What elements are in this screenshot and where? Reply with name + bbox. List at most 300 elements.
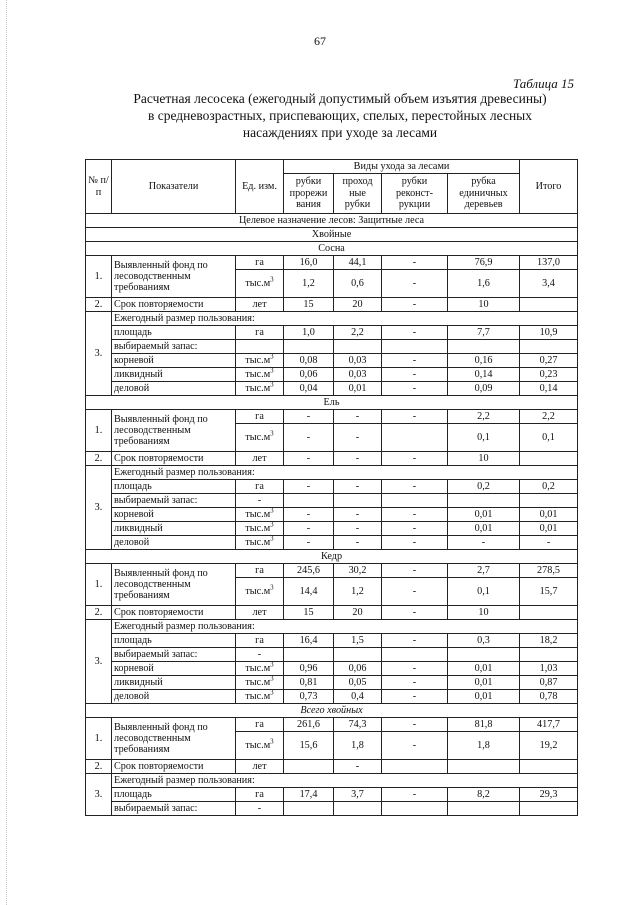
indicator-label: деловой: [112, 382, 236, 396]
table-row: [86, 312, 578, 326]
unit-superscript: 3: [270, 689, 274, 697]
indicator-label: Ежегодный размер пользования:: [112, 620, 578, 634]
unit-cell: лет: [236, 606, 284, 620]
unit-cell: [236, 508, 284, 522]
value-cell: [520, 340, 578, 354]
value-cell: [520, 802, 578, 816]
indicator-label: корневой: [112, 508, 236, 522]
page-number: 67: [314, 34, 326, 48]
unit-superscript: 3: [270, 275, 274, 284]
indicator-label: Срок повторяемости: [112, 606, 236, 620]
value-cell: [334, 802, 382, 816]
value-cell: 0,87: [520, 676, 578, 690]
value-cell: 417,7: [520, 718, 578, 732]
indicator-label: Срок повторяемости: [112, 298, 236, 312]
unit-superscript: 3: [270, 353, 274, 361]
section-title: Кедр: [86, 550, 578, 564]
section-row: [86, 550, 578, 564]
value-cell: -: [382, 564, 448, 578]
section-title: Ель: [86, 396, 578, 410]
col-header-single-tree: рубка единичных деревьев: [448, 174, 520, 214]
value-cell: 0,01: [334, 382, 382, 396]
unit-text: тыс.м: [245, 355, 271, 366]
unit-cell: [236, 354, 284, 368]
unit-cell: -: [236, 802, 284, 816]
value-cell: 0,23: [520, 368, 578, 382]
value-cell: 0,96: [284, 662, 334, 676]
value-cell: 0,09: [448, 382, 520, 396]
scan-margin-line: [6, 0, 8, 905]
value-cell: [284, 648, 334, 662]
table-row: [86, 788, 578, 802]
unit-superscript: 3: [270, 675, 274, 683]
unit-superscript: 3: [270, 661, 274, 669]
value-cell: 0,1: [520, 424, 578, 452]
value-cell: -: [284, 410, 334, 424]
unit-cell: лет: [236, 298, 284, 312]
value-cell: [520, 298, 578, 312]
value-cell: [382, 802, 448, 816]
value-cell: 2,2: [520, 410, 578, 424]
section-purpose: Целевое назначение лесов: Защитные леса: [86, 214, 578, 228]
unit-superscript: 3: [270, 521, 274, 529]
table-row: [86, 522, 578, 536]
unit-cell: [236, 690, 284, 704]
value-cell: 8,2: [448, 788, 520, 802]
row-number: 1.: [86, 410, 112, 452]
value-cell: -: [334, 536, 382, 550]
indicator-label: деловой: [112, 536, 236, 550]
value-cell: 0,03: [334, 354, 382, 368]
value-cell: 0,1: [448, 424, 520, 452]
section-row: [86, 704, 578, 718]
value-cell: 0,16: [448, 354, 520, 368]
value-cell: 0,08: [284, 354, 334, 368]
table-row: [86, 494, 578, 508]
indicator-label: площадь: [112, 480, 236, 494]
table-row: [86, 326, 578, 340]
row-number: 1.: [86, 256, 112, 298]
indicator-label: корневой: [112, 662, 236, 676]
table-row: [86, 564, 578, 578]
value-cell: 137,0: [520, 256, 578, 270]
value-cell: 1,0: [284, 326, 334, 340]
value-cell: 15,7: [520, 578, 578, 606]
col-header-thinning: рубки прорежи вания: [284, 174, 334, 214]
value-cell: 1,8: [334, 732, 382, 760]
unit-cell: га: [236, 256, 284, 270]
unit-text: тыс.м: [245, 537, 271, 548]
table-row: [86, 606, 578, 620]
value-cell: 15: [284, 298, 334, 312]
value-cell: -: [382, 452, 448, 466]
value-cell: 1,6: [448, 270, 520, 298]
value-cell: -: [382, 690, 448, 704]
value-cell: 1,03: [520, 662, 578, 676]
indicator-label: ликвидный: [112, 368, 236, 382]
value-cell: -: [334, 480, 382, 494]
value-cell: -: [382, 536, 448, 550]
value-cell: 0,73: [284, 690, 334, 704]
header-row: [86, 160, 578, 174]
unit-cell: лет: [236, 452, 284, 466]
value-cell: 29,3: [520, 788, 578, 802]
value-cell: 10: [448, 606, 520, 620]
value-cell: 0,01: [448, 508, 520, 522]
col-header-indicators: Показатели: [112, 160, 236, 214]
unit-cell: га: [236, 326, 284, 340]
unit-cell: [236, 340, 284, 354]
value-cell: -: [382, 298, 448, 312]
table-row: [86, 256, 578, 270]
unit-text: тыс.м: [245, 663, 271, 674]
table-body: [86, 214, 578, 816]
value-cell: -: [284, 452, 334, 466]
value-cell: 18,2: [520, 634, 578, 648]
value-cell: [382, 424, 448, 452]
value-cell: -: [284, 536, 334, 550]
allowable-cut-table: [85, 159, 578, 816]
unit-cell: [236, 382, 284, 396]
value-cell: [520, 648, 578, 662]
indicator-label: Срок повторяемости: [112, 452, 236, 466]
value-cell: [334, 648, 382, 662]
unit-cell: -: [236, 648, 284, 662]
table-row: [86, 634, 578, 648]
value-cell: -: [520, 536, 578, 550]
row-number: 2.: [86, 452, 112, 466]
unit-text: тыс.м: [245, 523, 271, 534]
value-cell: 0,03: [334, 368, 382, 382]
unit-superscript: 3: [270, 381, 274, 389]
row-number: 1.: [86, 564, 112, 606]
table-row: [86, 676, 578, 690]
unit-cell: [236, 732, 284, 760]
indicator-label: Выявленный фонд по лесоводственным требованиям: [112, 718, 236, 760]
table-row: [86, 466, 578, 480]
value-cell: -: [382, 508, 448, 522]
value-cell: 0,01: [520, 522, 578, 536]
unit-superscript: 3: [270, 367, 274, 375]
value-cell: -: [382, 410, 448, 424]
value-cell: 0,01: [448, 522, 520, 536]
value-cell: -: [382, 256, 448, 270]
unit-cell: га: [236, 718, 284, 732]
value-cell: [382, 760, 448, 774]
unit-cell: [236, 578, 284, 606]
value-cell: 0,4: [334, 690, 382, 704]
value-cell: 20: [334, 298, 382, 312]
value-cell: [520, 494, 578, 508]
indicator-label: Ежегодный размер пользования:: [112, 312, 578, 326]
unit-superscript: 3: [270, 507, 274, 515]
table-row: [86, 648, 578, 662]
value-cell: [448, 494, 520, 508]
value-cell: 14,4: [284, 578, 334, 606]
unit-cell: [236, 536, 284, 550]
value-cell: [284, 494, 334, 508]
value-cell: -: [382, 788, 448, 802]
unit-text: тыс.м: [245, 740, 271, 751]
value-cell: 0,81: [284, 676, 334, 690]
value-cell: -: [334, 452, 382, 466]
col-header-reconstruction: рубки реконст- рукции: [382, 174, 448, 214]
row-number: 3.: [86, 620, 112, 704]
table-row: [86, 536, 578, 550]
value-cell: 15,6: [284, 732, 334, 760]
section-row: [86, 228, 578, 242]
value-cell: -: [382, 634, 448, 648]
table-row: [86, 620, 578, 634]
value-cell: -: [334, 522, 382, 536]
value-cell: -: [284, 508, 334, 522]
value-cell: 10,9: [520, 326, 578, 340]
unit-cell: [236, 270, 284, 298]
col-header-unit: Ед. изм.: [236, 160, 284, 214]
value-cell: 0,27: [520, 354, 578, 368]
value-cell: -: [382, 368, 448, 382]
value-cell: 2,2: [448, 410, 520, 424]
value-cell: 10: [448, 452, 520, 466]
value-cell: 0,1: [448, 578, 520, 606]
table-row: [86, 368, 578, 382]
value-cell: 16,0: [284, 256, 334, 270]
unit-text: тыс.м: [245, 369, 271, 380]
value-cell: -: [382, 270, 448, 298]
section-row: [86, 396, 578, 410]
value-cell: 278,5: [520, 564, 578, 578]
value-cell: -: [382, 382, 448, 396]
value-cell: 0,05: [334, 676, 382, 690]
value-cell: -: [382, 578, 448, 606]
value-cell: 261,6: [284, 718, 334, 732]
value-cell: -: [334, 760, 382, 774]
indicator-label: Выявленный фонд по лесоводственным требованиям: [112, 564, 236, 606]
table-row: [86, 410, 578, 424]
table-row: [86, 802, 578, 816]
unit-superscript: 3: [270, 583, 274, 592]
section-title: Всего хвойных: [86, 704, 578, 718]
unit-cell: га: [236, 564, 284, 578]
table-row: [86, 760, 578, 774]
unit-cell: га: [236, 480, 284, 494]
indicator-label: выбираемый запас:: [112, 494, 236, 508]
indicator-label: площадь: [112, 788, 236, 802]
value-cell: 0,01: [520, 508, 578, 522]
indicator-label: Выявленный фонд по лесоводственным требованиям: [112, 256, 236, 298]
value-cell: -: [284, 522, 334, 536]
value-cell: [448, 648, 520, 662]
value-cell: 1,5: [334, 634, 382, 648]
value-cell: [448, 340, 520, 354]
value-cell: 0,06: [284, 368, 334, 382]
value-cell: 1,2: [334, 578, 382, 606]
unit-cell: га: [236, 634, 284, 648]
value-cell: 245,6: [284, 564, 334, 578]
value-cell: [334, 494, 382, 508]
table-row: [86, 662, 578, 676]
value-cell: [284, 760, 334, 774]
value-cell: -: [448, 536, 520, 550]
value-cell: 10: [448, 298, 520, 312]
indicator-label: ликвидный: [112, 676, 236, 690]
value-cell: 0,14: [448, 368, 520, 382]
table-row: [86, 508, 578, 522]
unit-text: тыс.м: [245, 383, 271, 394]
document-title: [100, 90, 580, 141]
value-cell: -: [382, 354, 448, 368]
value-cell: -: [284, 480, 334, 494]
unit-superscript: 3: [270, 737, 274, 746]
value-cell: -: [382, 676, 448, 690]
indicator-label: ликвидный: [112, 522, 236, 536]
value-cell: 0,01: [448, 662, 520, 676]
section-row: [86, 242, 578, 256]
table-row: [86, 690, 578, 704]
title-line: в средневозрастных, приспевающих, спелых, перестойных лесных: [147, 108, 532, 123]
indicator-label: Ежегодный размер пользования:: [112, 774, 578, 788]
indicator-label: деловой: [112, 690, 236, 704]
value-cell: -: [382, 662, 448, 676]
value-cell: [448, 802, 520, 816]
value-cell: 0,3: [448, 634, 520, 648]
value-cell: 76,9: [448, 256, 520, 270]
value-cell: 1,8: [448, 732, 520, 760]
indicator-label: выбираемый запас:: [112, 802, 236, 816]
value-cell: 30,2: [334, 564, 382, 578]
table-row: [86, 382, 578, 396]
value-cell: 15: [284, 606, 334, 620]
row-number: 3.: [86, 774, 112, 816]
row-number: 3.: [86, 466, 112, 550]
value-cell: 0,06: [334, 662, 382, 676]
table-row: [86, 354, 578, 368]
value-cell: 44,1: [334, 256, 382, 270]
indicator-label: площадь: [112, 634, 236, 648]
value-cell: -: [284, 424, 334, 452]
unit-cell: [236, 662, 284, 676]
value-cell: -: [382, 606, 448, 620]
indicator-label: корневой: [112, 354, 236, 368]
value-cell: 0,14: [520, 382, 578, 396]
unit-cell: га: [236, 410, 284, 424]
indicator-label: выбираемый запас:: [112, 648, 236, 662]
value-cell: 16,4: [284, 634, 334, 648]
unit-cell: [236, 368, 284, 382]
value-cell: [520, 606, 578, 620]
unit-cell: га: [236, 788, 284, 802]
section-row: [86, 214, 578, 228]
value-cell: [448, 760, 520, 774]
value-cell: [334, 340, 382, 354]
section-group: Хвойные: [86, 228, 578, 242]
value-cell: 0,01: [448, 690, 520, 704]
value-cell: 0,04: [284, 382, 334, 396]
value-cell: 81,8: [448, 718, 520, 732]
value-cell: [382, 494, 448, 508]
value-cell: -: [334, 410, 382, 424]
unit-text: тыс.м: [245, 278, 271, 289]
unit-text: тыс.м: [245, 691, 271, 702]
unit-text: тыс.м: [245, 677, 271, 688]
value-cell: 3,7: [334, 788, 382, 802]
value-cell: 17,4: [284, 788, 334, 802]
table-label: Таблица 15: [512, 76, 574, 91]
col-header-passage: проход ные рубки: [334, 174, 382, 214]
value-cell: 1,2: [284, 270, 334, 298]
table-row: [86, 340, 578, 354]
title-line: насаждениях при уходе за лесами: [242, 125, 438, 140]
value-cell: 7,7: [448, 326, 520, 340]
value-cell: [520, 760, 578, 774]
unit-cell: -: [236, 494, 284, 508]
row-number: 2.: [86, 760, 112, 774]
indicator-label: Выявленный фонд по лесоводственным требованиям: [112, 410, 236, 452]
value-cell: 74,3: [334, 718, 382, 732]
value-cell: -: [382, 326, 448, 340]
value-cell: 0,2: [448, 480, 520, 494]
col-header-total: Итого: [520, 160, 578, 214]
value-cell: 20: [334, 606, 382, 620]
unit-text: тыс.м: [245, 586, 271, 597]
value-cell: [284, 802, 334, 816]
value-cell: -: [382, 522, 448, 536]
indicator-label: Ежегодный размер пользования:: [112, 466, 578, 480]
unit-text: тыс.м: [245, 432, 271, 443]
unit-cell: [236, 522, 284, 536]
value-cell: 0,6: [334, 270, 382, 298]
value-cell: -: [334, 424, 382, 452]
value-cell: [382, 648, 448, 662]
unit-cell: [236, 424, 284, 452]
value-cell: 0,2: [520, 480, 578, 494]
indicator-label: выбираемый запас:: [112, 340, 236, 354]
unit-text: тыс.м: [245, 509, 271, 520]
section-title: Сосна: [86, 242, 578, 256]
value-cell: 0,78: [520, 690, 578, 704]
value-cell: 19,2: [520, 732, 578, 760]
value-cell: 2,2: [334, 326, 382, 340]
indicator-label: Срок повторяемости: [112, 760, 236, 774]
table-row: [86, 718, 578, 732]
value-cell: 2,7: [448, 564, 520, 578]
row-number: 2.: [86, 298, 112, 312]
row-number: 2.: [86, 606, 112, 620]
value-cell: [284, 340, 334, 354]
table-row: [86, 480, 578, 494]
unit-cell: лет: [236, 760, 284, 774]
col-header-care-types: Виды ухода за лесами: [284, 160, 520, 174]
value-cell: -: [334, 508, 382, 522]
row-number: 3.: [86, 312, 112, 396]
table-row: [86, 452, 578, 466]
col-header-num: № п/п: [86, 160, 112, 214]
indicator-label: площадь: [112, 326, 236, 340]
value-cell: -: [382, 480, 448, 494]
unit-superscript: 3: [270, 535, 274, 543]
value-cell: [520, 452, 578, 466]
row-number: 1.: [86, 718, 112, 760]
table-row: [86, 298, 578, 312]
table-row: [86, 774, 578, 788]
value-cell: -: [382, 732, 448, 760]
value-cell: 0,01: [448, 676, 520, 690]
title-line: Расчетная лесосека (ежегодный допустимый объем изъятия древесины): [133, 91, 547, 106]
unit-cell: [236, 676, 284, 690]
unit-superscript: 3: [270, 429, 274, 438]
value-cell: -: [382, 718, 448, 732]
value-cell: [382, 340, 448, 354]
